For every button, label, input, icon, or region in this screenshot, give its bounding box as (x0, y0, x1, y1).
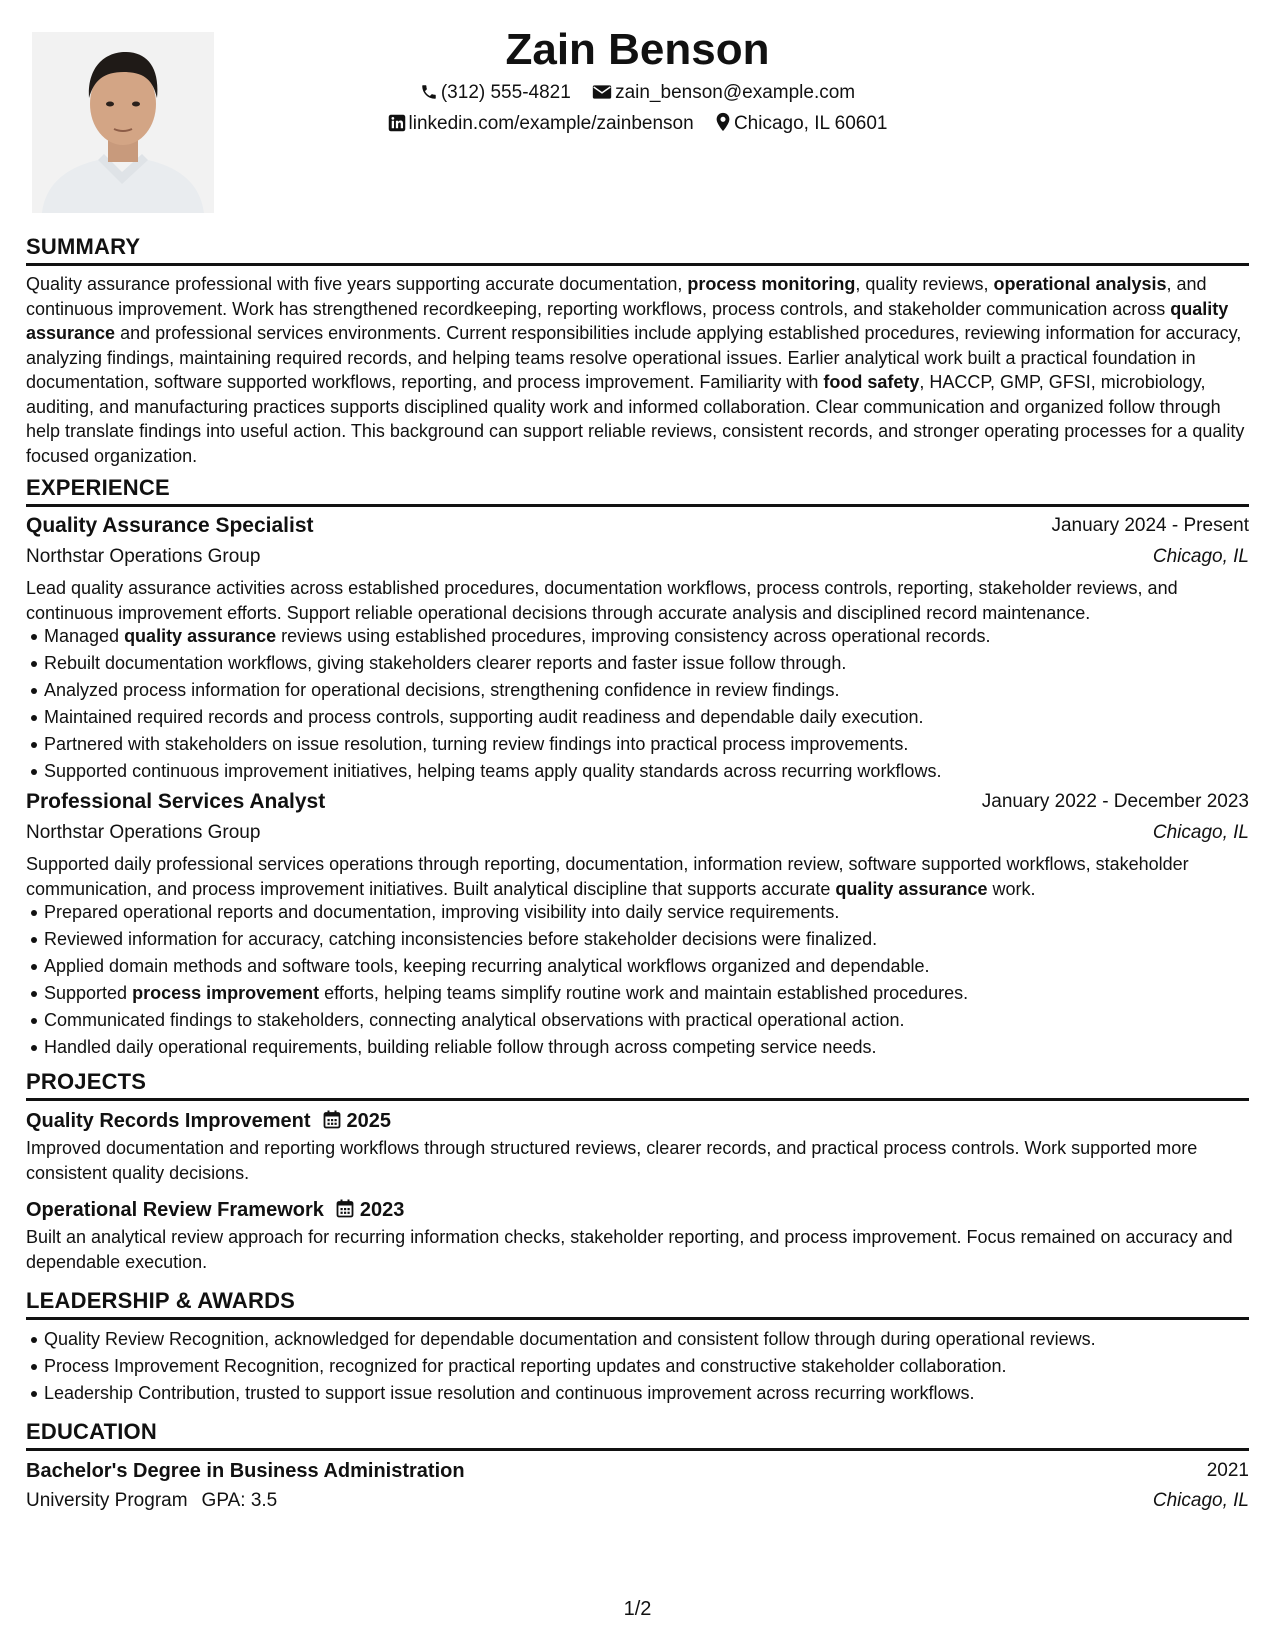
location-text: Chicago, IL 60601 (733, 113, 888, 134)
projects-divider (26, 1098, 1249, 1101)
job-bullets (26, 623, 1267, 785)
project-description: Improved documentation and reporting workflows through structured reviews, clearer records, and practical process controls. Work supported more consistent quality decisions. (26, 1138, 1198, 1183)
calendar-icon (323, 1110, 341, 1129)
gpa-value: GPA: 3.5 (201, 1490, 278, 1511)
list-item: Applied domain methods and software tools, keeping recurring analytical workflows organized and dependable. (44, 953, 1267, 980)
email-contact[interactable] (592, 80, 855, 106)
job-location: Chicago, IL (1152, 546, 1249, 567)
description-text: work. (987, 878, 1036, 899)
list-item: Communicated findings to stakeholders, connecting analytical observations with practical operational action. (44, 1007, 1267, 1034)
location-contact (715, 111, 888, 137)
summary-keyword: process monitoring (687, 274, 856, 294)
bullet-text: Supported (44, 983, 133, 1003)
envelope-icon (592, 83, 612, 101)
graduation-year: 2021 (1206, 1460, 1249, 1481)
list-item: Analyzed process information for operational decisions, strengthening confidence in review findings. (44, 677, 1267, 704)
linkedin-contact[interactable] (388, 111, 694, 137)
list-item: Process Improvement Recognition, recognized for practical reporting updates and constructive stakeholder collaboration. (44, 1353, 1267, 1380)
project-title (26, 1107, 391, 1135)
phone-contact[interactable] (420, 80, 571, 106)
job-title: Quality Assurance Specialist (26, 514, 314, 537)
job-bullets (26, 899, 1267, 1061)
leadership-heading: LEADERSHIP & AWARDS (26, 1288, 296, 1313)
phone-number: (312) 555-4821 (440, 82, 571, 103)
job-dates: January 2022 - December 2023 (981, 791, 1249, 812)
bullet-keyword: quality assurance (124, 626, 277, 646)
list-item: Partnered with stakeholders on issue resolution, turning review findings into practical process improvements. (44, 731, 1267, 758)
leadership-bullets (26, 1326, 1267, 1407)
job-dates: January 2024 - Present (1051, 515, 1249, 536)
job-company: Northstar Operations Group (26, 822, 261, 843)
summary-part: and professional services environments. Current responsibilities include applying established procedures, reviewing information for accuracy, analyzing findings, maintaining required records, and helping teams resolve operational issues. Earlier analytical work built a practical foundation in documentation, software supported workflows, reporting, and process improvement. Familiarity with (26, 323, 1242, 392)
phone-icon (420, 83, 438, 101)
linkedin-url: linkedin.com/example/zainbenson (408, 113, 694, 134)
summary-keyword: quality assurance (26, 298, 1229, 343)
list-item: Handled daily operational requirements, building reliable follow through across competing service needs. (44, 1034, 1267, 1061)
list-item: Maintained required records and process controls, supporting audit readiness and dependable daily execution. (44, 704, 1267, 731)
bullet-text: efforts, helping teams simplify routine work and maintain established procedures. (319, 983, 969, 1003)
list-item: Prepared operational reports and documentation, improving visibility into daily service requirements. (44, 899, 1267, 926)
list-item: Reviewed information for accuracy, catching inconsistencies before stakeholder decisions were finalized. (44, 926, 1267, 953)
job-company: Northstar Operations Group (26, 546, 261, 567)
project-year: 2023 (359, 1199, 405, 1221)
list-item: Leadership Contribution, trusted to support issue resolution and continuous improvement across recurring workflows. (44, 1380, 1267, 1407)
list-item: Supported continuous improvement initiatives, helping teams apply quality standards across recurring workflows. (44, 758, 1267, 785)
map-pin-icon (715, 112, 731, 132)
job-description: Lead quality assurance activities across established procedures, documentation workflows, process controls, reporting, stakeholder reviews, and continuous improvement efforts. Support reliable operational decisions through accurate analysis and disciplined record maintenance. (26, 578, 1178, 623)
list-item: Rebuilt documentation workflows, giving stakeholders clearer reports and faster issue follow through. (44, 650, 1267, 677)
summary-keyword: operational analysis (993, 274, 1167, 294)
education-details (26, 1487, 277, 1515)
list-item (44, 623, 1267, 650)
summary-part: , quality reviews, (855, 274, 994, 294)
summary-part: Quality assurance professional with five years supporting accurate documentation, (26, 274, 688, 294)
experience-heading: EXPERIENCE (26, 475, 170, 500)
summary-part: , HACCP, GMP, GFSI, microbiology, auditing, and manufacturing practices supports disciplined quality work and informed collaboration. Clear communication and organized follow through help translate findings into useful action. This background can support reliable reviews, consistent records, and stronger operating processes for a quality focused organization. (26, 372, 1245, 466)
calendar-icon (336, 1199, 354, 1218)
summary-part: , and continuous improvement. Work has strengthened recordkeeping, reporting workflows, process controls, and stakeholder communication across (26, 274, 1207, 319)
summary-heading: SUMMARY (26, 234, 141, 259)
project-name: Operational Review Framework (26, 1199, 324, 1221)
bullet-text: reviews using established procedures, improving consistency across operational records. (276, 626, 991, 646)
project-title (26, 1196, 404, 1224)
project-name: Quality Records Improvement (26, 1110, 311, 1132)
experience-divider (26, 504, 1249, 507)
email-address: zain_benson@example.com (615, 82, 856, 103)
description-keyword: quality assurance (835, 878, 988, 899)
education-heading: EDUCATION (26, 1419, 157, 1444)
summary-text (26, 272, 1249, 468)
job-description (26, 852, 1249, 901)
education-divider (26, 1448, 1249, 1451)
summary-keyword: food safety (823, 372, 920, 392)
list-item: Quality Review Recognition, acknowledged for dependable documentation and consistent follow through during operational reviews. (44, 1326, 1267, 1353)
program-name: University Program (26, 1490, 188, 1511)
description-text: Supported daily professional services operations through reporting, documentation, information review, software supported workflows, stakeholder communication, and process improvement initiatives. Built analytical discipline that supports accurate (26, 854, 1189, 899)
bullet-keyword: process improvement (132, 983, 320, 1003)
linkedin-icon (388, 114, 406, 132)
list-item (44, 980, 1267, 1007)
bullet-text: Managed (44, 626, 125, 646)
contact-row-primary (0, 80, 1275, 106)
contact-row-secondary (0, 111, 1275, 137)
projects-heading: PROJECTS (26, 1069, 147, 1094)
education-location: Chicago, IL (1152, 1490, 1249, 1511)
degree-title: Bachelor's Degree in Business Administration (26, 1460, 465, 1482)
project-description: Built an analytical review approach for recurring information checks, stakeholder reporting, and process improvement. Focus remained on accuracy and dependable execution. (26, 1227, 1233, 1272)
job-location: Chicago, IL (1152, 822, 1249, 843)
page-number: 1/2 (623, 1598, 652, 1620)
project-year: 2025 (346, 1110, 392, 1132)
candidate-name: Zain Benson (505, 25, 770, 74)
job-title: Professional Services Analyst (26, 790, 326, 813)
summary-divider (26, 263, 1249, 266)
leadership-divider (26, 1317, 1249, 1320)
